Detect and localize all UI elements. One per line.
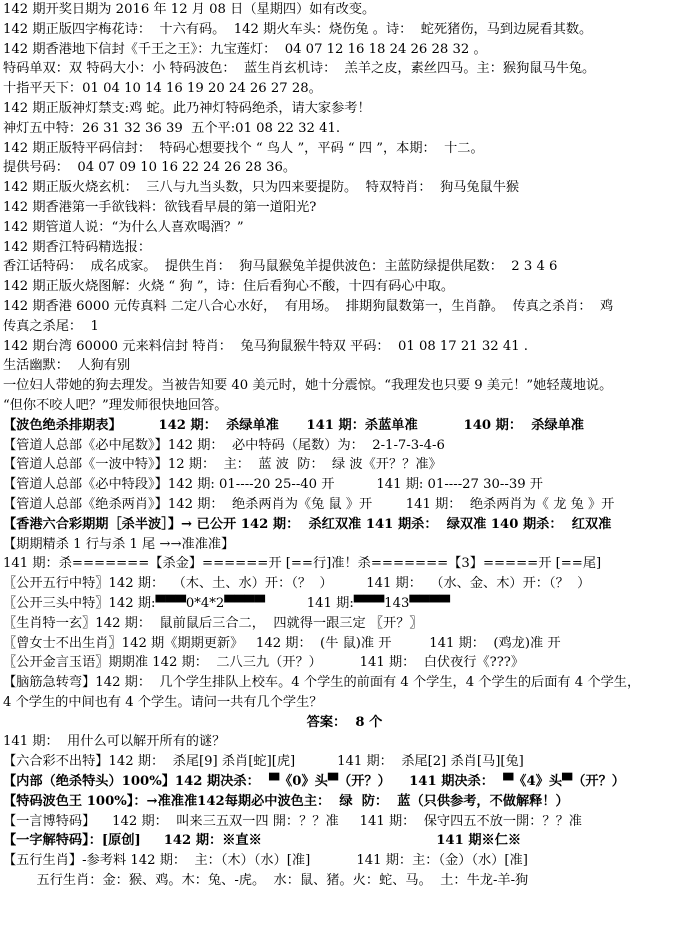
line-text: 【管道人总部《一波中特》】12 期： 主： 蓝 波 防： 绿 波《开？？准》 (3, 457, 442, 473)
line-text: 142 期正版神灯禁支:鸡 蛇。此乃神灯特码绝杀，请大家参考！ (3, 100, 371, 116)
text-line (3, 257, 686, 277)
line-text: 142 期正版火烧图解：火烧 “ 狗 ”，诗：住后看狗心不酸，十四有码心中取。 (3, 279, 455, 295)
line-text: 传真之杀尾： 1 (3, 318, 99, 334)
line-text: 五行生肖：金：猴、鸡。木：兔、-虎。 水：鼠、猪。火：蛇、马。 土：牛龙-羊-狗 (3, 873, 529, 889)
text-line (3, 20, 686, 40)
line-text: 一位妇人带她的狗去理发。当被告知要 40 美元时，她十分震惊。“我理发也只要 9 美元！”她轻蔑地说。 (3, 378, 613, 394)
line-text: 〖公开三头中特〗142 期:▀▀▀0*4*2▀▀▀▀ 141 期:▀▀▀143▀▀▀▀ (3, 595, 450, 611)
line-text: 【一言博特码】 142 期： 叫来三五双一四 開：？？准 141 期： 保守四五不放一開：？？准 (3, 813, 582, 829)
line-text: 142 期开奖日期为 2016 年 12 月 08 日（星期四）如有改变。 (3, 2, 376, 17)
line-text: 【五行生肖】-参考料 142 期： 主：（木）（水）[准] 141 期：主：（金）（水）[准] (3, 853, 528, 869)
text-line (3, 495, 686, 515)
text-line (3, 0, 686, 20)
line-text: 142 期正版四字梅花诗： 十六有码。 142 期火车头：烧伤兔 。诗： 蛇死猪伤，马到边屍看其数。 (3, 21, 593, 37)
text-line (3, 772, 686, 792)
text-line (3, 158, 686, 178)
line-text: 141 期：杀=======【杀金】======开 [==行]准！杀=======【3】=====开 [==尾] (3, 556, 602, 572)
line-text: 142 期正版火烧玄机： 三八与九当头数，只为四来要提防。 特双特肖： 狗马兔鼠牛猴 (3, 180, 520, 196)
line-text: 【内部（绝杀特头）100%】142 期决杀： ▀《0》头▀（开？） 141 期决杀： ▀《4》头▀（开？） (3, 774, 625, 790)
text-line (3, 653, 686, 673)
line-text: 特码单双：双 特码大小：小 特码波色： 蓝生肖玄机诗： 羔羊之皮，素丝四马。主：猴狗鼠马牛兔。 (3, 61, 596, 77)
line-text: 4 个学生的中间也有 4 个学生。请问一共有几个学生？ (3, 694, 323, 710)
line-text: 【一字解特码】：[原创] 142 期：※直※ 141 期※仁※ (3, 833, 522, 849)
text-line (3, 277, 686, 297)
line-text: 【脑筋急转弯】142 期： 几个学生排队上校车。4 个学生的前面有 4 个学生，4 个学生的后面有 4 个学生， (3, 675, 641, 691)
line-text: 142 期正版特平码信封： 特码心想要找个 “ 鸟人 ”，平码 “ 四 ”，本期： 十二。 (3, 140, 484, 156)
text-line (3, 436, 686, 456)
text-line (3, 713, 686, 733)
text-line (3, 851, 686, 871)
text-line (3, 812, 686, 832)
line-text: 〖曾女士不出生肖〗142 期《期期更新》 142 期： (牛 鼠)准 开 141 期： (鸡龙)准 开 (3, 635, 561, 651)
line-text: 142 期台湾 60000 元来料信封 特肖： 兔马狗鼠猴牛特双 平码： 01 08 17 21 32 41 . (3, 338, 528, 354)
text-line (3, 99, 686, 119)
line-text: 【波色绝杀排期表】 142 期： 杀绿单准 141 期：杀蓝单准 140 期： 杀绿单准 (3, 417, 584, 433)
line-text: “但你不咬人吧？”理发师很快地回答。 (3, 397, 228, 413)
text-line (3, 554, 686, 574)
text-line (3, 535, 686, 555)
text-line (3, 614, 686, 634)
text-line (3, 455, 686, 475)
line-text: 〖公开五行中特〗142 期： （木、土、水）开：（？ ） 141 期： （水、金、木）开：（？ ） (3, 576, 591, 592)
text-line (3, 59, 686, 79)
text-line (3, 792, 686, 812)
text-line (3, 574, 686, 594)
text-line (3, 178, 686, 198)
line-text: 十指平天下：01 04 10 14 16 19 20 24 26 27 28。 (3, 81, 322, 97)
line-text: 提供号码： 04 07 09 10 16 22 24 26 28 36。 (3, 160, 297, 176)
text-line (3, 871, 686, 891)
line-text: 142 期香江特码精选报： (3, 239, 152, 255)
line-text: 141 期： 用什么可以解开所有的谜？ (3, 734, 226, 750)
text-line (3, 594, 686, 614)
line-text: 142 期香港地下信封《千王之王》：九宝莲灯： 04 07 12 16 18 24 26 28 32 。 (3, 41, 487, 57)
line-text: 【管道人总部《必中特段》】142 期: 01----20 25--40 开 141 期: 01----27 30--39 开 (3, 477, 543, 493)
text-line (3, 673, 686, 693)
text-line (3, 297, 686, 317)
line-text: 【六合彩不出特】142 期： 杀尾[9] 杀肖[蛇][虎] 141 期： 杀尾[2] 杀肖[马][兔] (3, 754, 524, 770)
line-text: 142 期管道人说：“为什么人喜欢喝酒？” (3, 219, 244, 235)
text-line (3, 198, 686, 218)
text-line (3, 732, 686, 752)
text-line (3, 752, 686, 772)
line-text: 生活幽默： 人狗有别 (3, 358, 131, 374)
line-text: 【特码波色王 100%】：→准准准142每期必中波色主： 绿 防： 蓝（只供参考，不做解释！） (3, 793, 569, 809)
line-text: 【期期精杀 1 行与杀 1 尾 →→准准准】 (3, 536, 235, 552)
text-line (3, 119, 686, 139)
line-text: 神灯五中特：26 31 32 36 39 五个平:01 08 22 32 41. (3, 120, 341, 136)
text-line (3, 238, 686, 258)
line-text: 答案： 8 个 (306, 714, 383, 730)
line-text: 〖公开金言玉语〗期期准 142 期： 二八三九（开？） 141 期： 白伏夜行《???》 (3, 655, 525, 671)
text-line (3, 218, 686, 238)
text-line (3, 376, 686, 396)
line-text: 【管道人总部《必中尾数》】142 期： 必中特码（尾数）为： 2-1-7-3-4-6 (3, 437, 445, 453)
text-line (3, 79, 686, 99)
text-line (3, 475, 686, 495)
text-line (3, 317, 686, 337)
text-line (3, 634, 686, 654)
text-line (3, 396, 686, 416)
text-line (3, 515, 686, 535)
text-line (3, 416, 686, 436)
text-line (3, 40, 686, 60)
text-line (3, 831, 686, 851)
line-text: 142 期香港第一手欲钱料：欲钱看早晨的第一道阳光? (3, 199, 317, 215)
line-text: 【管道人总部《绝杀两肖》】142 期： 绝杀两肖为《兔 鼠 》开 141 期： 绝杀两肖为《 龙 兔 》开 (3, 496, 615, 512)
line-text: 【香港六合彩期期［杀半波］】→ 已公开 142 期： 杀红双准 141 期杀： 绿双准 140 期杀： 红双准 (3, 516, 612, 532)
line-text: 142 期香港 6000 元传真料 二定八合心水好， 有用场。 排期狗鼠数第一，生肖静。 传真之杀肖： 鸡 (3, 298, 614, 314)
line-text: 香江话特码： 成名成家。 提供生肖： 狗马鼠猴兔羊提供波色：主蓝防绿提供尾数： 2 3 4 6 (3, 259, 558, 275)
text-line (3, 337, 686, 357)
text-line (3, 139, 686, 159)
text-line (3, 356, 686, 376)
text-line (3, 693, 686, 713)
line-text: 〖生肖特一玄〗142 期： 鼠前鼠后三合二， 四就得一跟三定 〖开？〗 (3, 615, 423, 631)
